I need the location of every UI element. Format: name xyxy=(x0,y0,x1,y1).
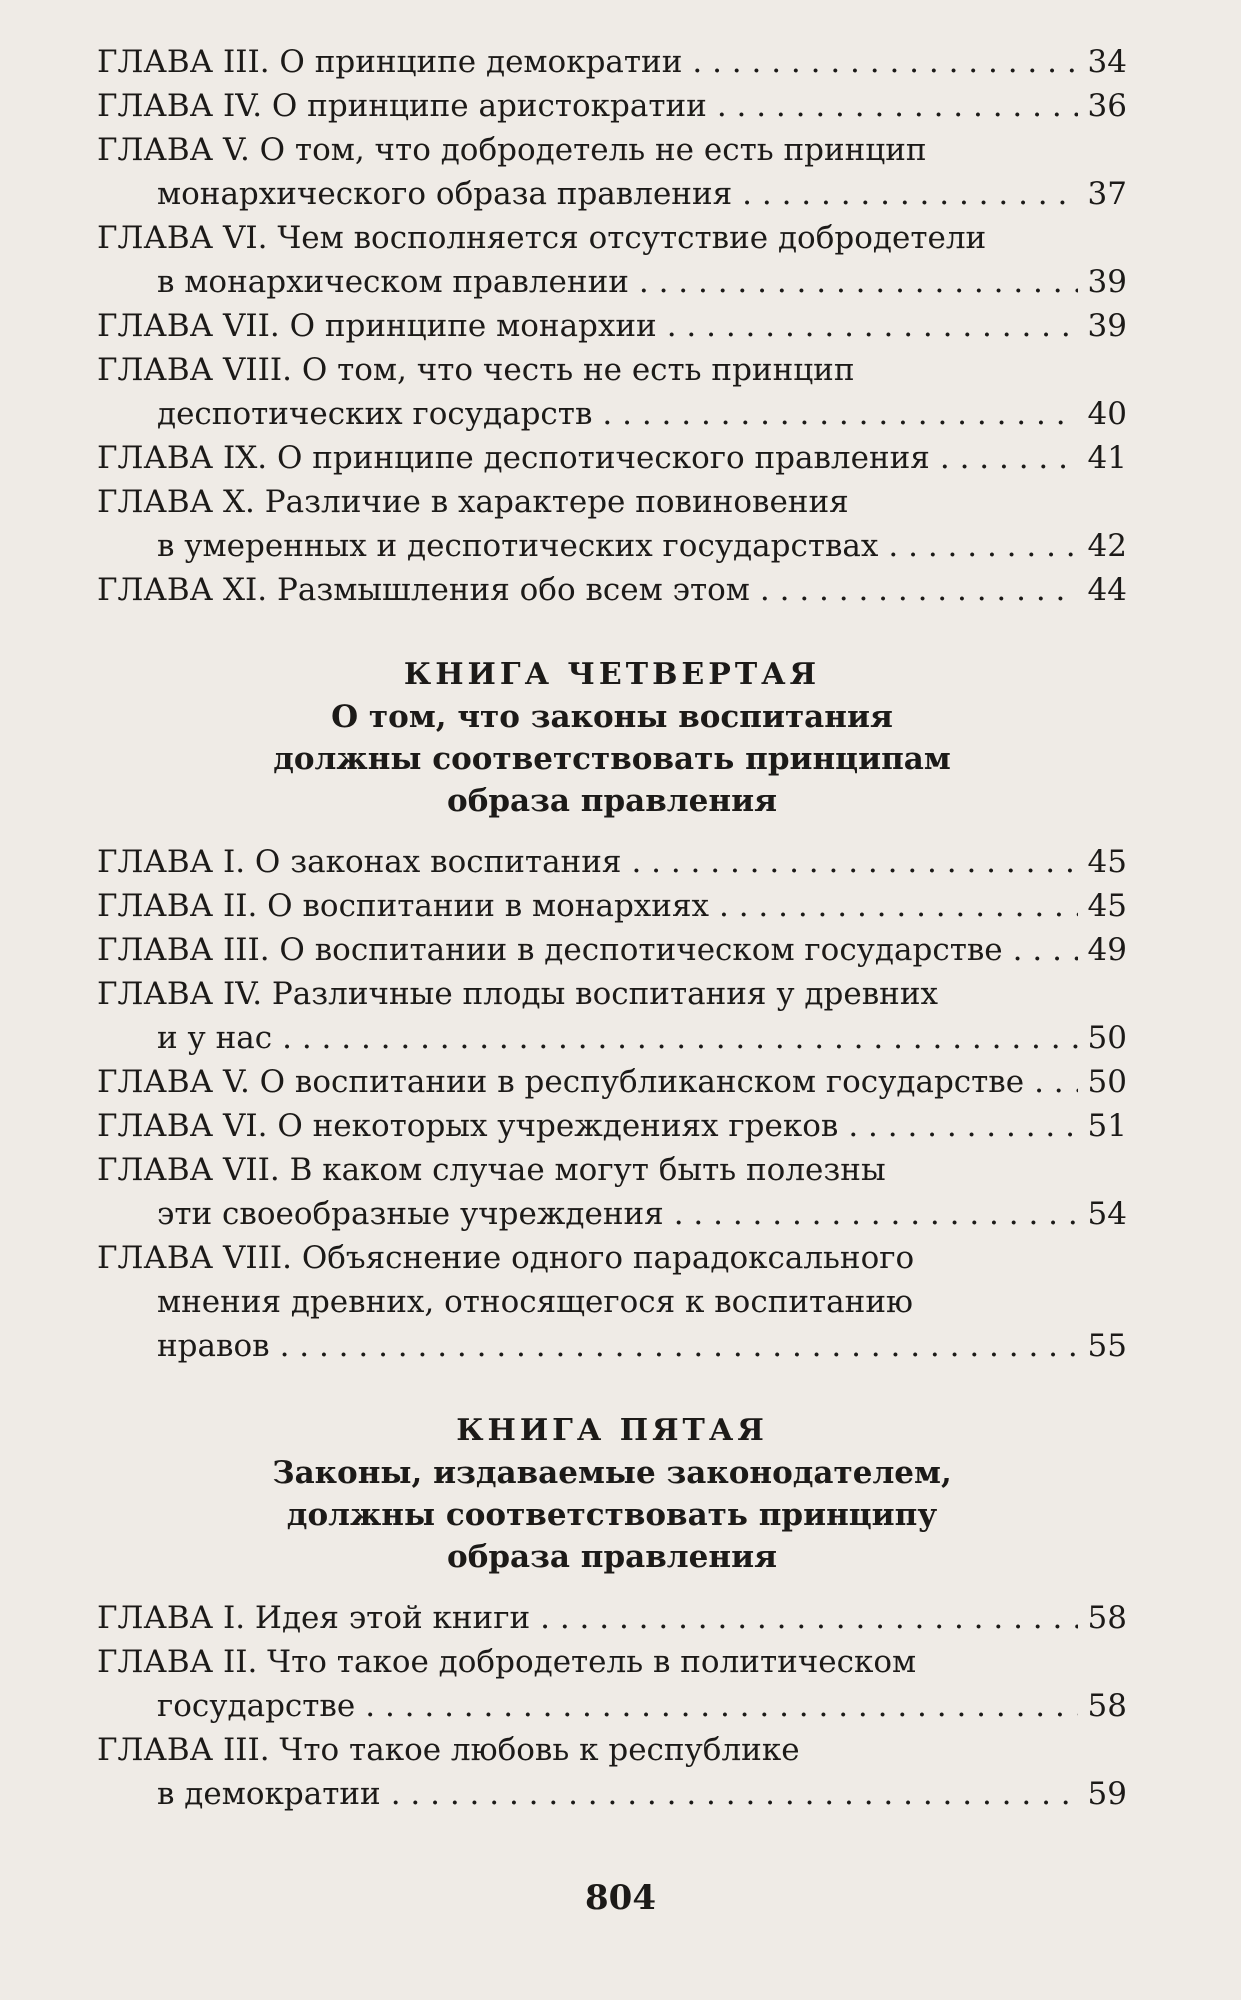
toc-page-number: 50 xyxy=(1087,1064,1127,1100)
toc-entry-text: ГЛАВА IV. Различные плоды воспитания у древних xyxy=(97,976,938,1012)
toc-entry-text: эти своеобразные учреждения xyxy=(157,1196,664,1232)
toc-entry-line xyxy=(97,928,1127,972)
toc-entry-text: ГЛАВА III. Что такое любовь к республике xyxy=(97,1732,800,1768)
toc-group-book4 xyxy=(97,840,1127,1368)
toc-entry-text: ГЛАВА VII. В каком случае могут быть полезны xyxy=(97,1152,886,1188)
leader-dots xyxy=(667,304,1078,348)
toc-entry[interactable] xyxy=(97,972,1127,1060)
toc-entry-line xyxy=(97,1060,1127,1104)
toc-page-number: 39 xyxy=(1087,308,1127,344)
toc-entry[interactable] xyxy=(97,1104,1127,1148)
book4-subtitle-line: образа правления xyxy=(447,783,777,819)
leader-dots xyxy=(719,884,1078,928)
toc-entry-line xyxy=(97,1104,1127,1148)
leader-dots xyxy=(365,1684,1077,1728)
book5-title: КНИГА ПЯТАЯ xyxy=(456,1413,768,1448)
toc-entry[interactable] xyxy=(97,348,1127,436)
toc-page-number: 39 xyxy=(1087,264,1127,300)
toc-page-number: 44 xyxy=(1087,572,1127,608)
book4-title: КНИГА ЧЕТВЕРТАЯ xyxy=(403,657,821,692)
toc-entry-line xyxy=(97,1640,1127,1684)
toc-entry-line xyxy=(97,972,1127,1016)
leader-dots xyxy=(674,1192,1078,1236)
toc-entry[interactable] xyxy=(97,1596,1127,1640)
toc-entry-text: нравов xyxy=(157,1328,270,1364)
toc-entry[interactable] xyxy=(97,1060,1127,1104)
leader-dots xyxy=(639,260,1078,304)
toc-entry-line xyxy=(97,348,1127,392)
toc-entry-line xyxy=(97,1728,1127,1772)
toc-entry[interactable] xyxy=(97,840,1127,884)
toc-page-number: 58 xyxy=(1087,1600,1127,1636)
leader-dots xyxy=(717,84,1078,128)
toc-entry-text: монархического образа правления xyxy=(157,176,733,212)
toc-entry-line xyxy=(97,84,1127,128)
toc-group-book3 xyxy=(97,40,1127,612)
toc-page-number: 45 xyxy=(1087,888,1127,924)
toc-entry-text: ГЛАВА III. О принципе демократии xyxy=(97,44,683,80)
toc-entry-line xyxy=(97,1236,1127,1280)
toc-entry-line xyxy=(97,260,1127,304)
book5-subtitle-line: образа правления xyxy=(447,1539,777,1575)
book5-heading xyxy=(97,1410,1127,1578)
toc-page-number: 40 xyxy=(1087,396,1127,432)
toc-entry[interactable] xyxy=(97,436,1127,480)
page-number: 804 xyxy=(585,1878,656,1918)
toc-entry[interactable] xyxy=(97,1728,1127,1816)
leader-dots xyxy=(602,392,1077,436)
toc-entry-text: ГЛАВА I. Идея этой книги xyxy=(97,1600,531,1636)
toc-entry-line xyxy=(97,1684,1127,1728)
leader-dots xyxy=(1034,1060,1077,1104)
toc-entry[interactable] xyxy=(97,568,1127,612)
toc-entry-text: в умеренных и деспотических государствах xyxy=(157,528,879,564)
toc-entry-line xyxy=(97,304,1127,348)
toc-entry-text: мнения древних, относящегося к воспитанию xyxy=(157,1284,913,1320)
toc-entry-line xyxy=(97,524,1127,568)
leader-dots xyxy=(282,1016,1077,1060)
toc-entry-line xyxy=(97,392,1127,436)
toc-entry-text: ГЛАВА VII. О принципе монархии xyxy=(97,308,657,344)
toc-entry-text: ГЛАВА VI. О некоторых учреждениях греков xyxy=(97,1108,839,1144)
leader-dots xyxy=(391,1772,1078,1816)
leader-dots xyxy=(742,172,1077,216)
toc-page-number: 55 xyxy=(1087,1328,1127,1364)
leader-dots xyxy=(760,568,1078,612)
toc-page-number: 50 xyxy=(1087,1020,1127,1056)
toc-page-number: 58 xyxy=(1087,1688,1127,1724)
toc-entry[interactable] xyxy=(97,128,1127,216)
leader-dots xyxy=(631,840,1077,884)
toc-entry-text: ГЛАВА VIII. Объяснение одного парадоксального xyxy=(97,1240,915,1276)
toc-entry-text: деспотических государств xyxy=(157,396,593,432)
toc-entry-line xyxy=(97,1596,1127,1640)
toc-entry-line xyxy=(97,1324,1127,1368)
leader-dots xyxy=(280,1324,1078,1368)
toc-entry-text: ГЛАВА VI. Чем восполняется отсутствие добродетели xyxy=(97,220,987,256)
toc-entry-text: в монархическом правлении xyxy=(157,264,629,300)
toc-entry[interactable] xyxy=(97,1640,1127,1728)
toc-entry-text: ГЛАВА V. О воспитании в республиканском государстве xyxy=(97,1064,1025,1100)
toc-page-number: 59 xyxy=(1087,1776,1127,1812)
toc-entry-line xyxy=(97,40,1127,84)
toc-entry-line xyxy=(97,1280,1127,1324)
toc-entry-line xyxy=(97,1148,1127,1192)
toc-entry-line xyxy=(97,568,1127,612)
toc-entry-text: в демократии xyxy=(157,1776,381,1812)
toc-entry-text: ГЛАВА XI. Размышления обо всем этом xyxy=(97,572,750,608)
leader-dots xyxy=(940,436,1078,480)
toc-group-book5 xyxy=(97,1596,1127,1816)
toc-entry[interactable] xyxy=(97,304,1127,348)
toc-page-number: 49 xyxy=(1087,932,1127,968)
toc-entry-text: ГЛАВА II. Что такое добродетель в политическом xyxy=(97,1644,917,1680)
toc-page-number: 36 xyxy=(1087,88,1127,124)
toc-entry-line xyxy=(97,480,1127,524)
toc-entry-text: ГЛАВА X. Различие в характере повиновения xyxy=(97,484,849,520)
toc-entry[interactable] xyxy=(97,216,1127,304)
toc-entry-text: государстве xyxy=(157,1688,356,1724)
toc-entry-line xyxy=(97,1772,1127,1816)
toc-entry-line xyxy=(97,216,1127,260)
toc-entry[interactable] xyxy=(97,928,1127,972)
toc-entry[interactable] xyxy=(97,480,1127,568)
toc-entry-text: и у нас xyxy=(157,1020,273,1056)
toc-entry[interactable] xyxy=(97,1236,1127,1368)
toc-entry-line xyxy=(97,172,1127,216)
toc-entry-line xyxy=(97,840,1127,884)
toc-entry[interactable] xyxy=(97,84,1127,128)
leader-dots xyxy=(540,1596,1077,1640)
toc-page-number: 42 xyxy=(1087,528,1127,564)
leader-dots xyxy=(888,524,1077,568)
table-of-contents xyxy=(97,40,1127,1816)
toc-entry[interactable] xyxy=(97,1148,1127,1236)
toc-entry-line xyxy=(97,1016,1127,1060)
toc-entry[interactable] xyxy=(97,884,1127,928)
book5-subtitle-line: Законы, издаваемые законодателем, xyxy=(272,1455,952,1491)
toc-entry-text: ГЛАВА I. О законах воспитания xyxy=(97,844,622,880)
book4-heading xyxy=(97,654,1127,822)
toc-entry-line xyxy=(97,884,1127,928)
toc-entry-text: ГЛАВА IX. О принципе деспотического правления xyxy=(97,440,930,476)
toc-page-number: 45 xyxy=(1087,844,1127,880)
toc-page-number: 51 xyxy=(1087,1108,1127,1144)
toc-entry-text: ГЛАВА V. О том, что добродетель не есть принцип xyxy=(97,132,927,168)
toc-entry[interactable] xyxy=(97,40,1127,84)
leader-dots xyxy=(692,40,1077,84)
toc-page-number: 54 xyxy=(1087,1196,1127,1232)
book4-subtitle-line: О том, что законы воспитания xyxy=(331,699,893,735)
toc-entry-line xyxy=(97,436,1127,480)
book5-subtitle-line: должны соответствовать принципу xyxy=(286,1497,938,1533)
toc-page-number: 37 xyxy=(1087,176,1127,212)
toc-entry-text: ГЛАВА VIII. О том, что честь не есть принцип xyxy=(97,352,855,388)
toc-entry-text: ГЛАВА II. О воспитании в монархиях xyxy=(97,888,709,924)
book4-subtitle-line: должны соответствовать принципам xyxy=(273,741,951,777)
leader-dots xyxy=(1013,928,1078,972)
toc-entry-text: ГЛАВА III. О воспитании в деспотическом государстве xyxy=(97,932,1003,968)
toc-entry-line xyxy=(97,1192,1127,1236)
toc-page-number: 41 xyxy=(1087,440,1127,476)
toc-page-number: 34 xyxy=(1087,44,1127,80)
leader-dots xyxy=(848,1104,1077,1148)
toc-entry-line xyxy=(97,128,1127,172)
toc-entry-text: ГЛАВА IV. О принципе аристократии xyxy=(97,88,707,124)
